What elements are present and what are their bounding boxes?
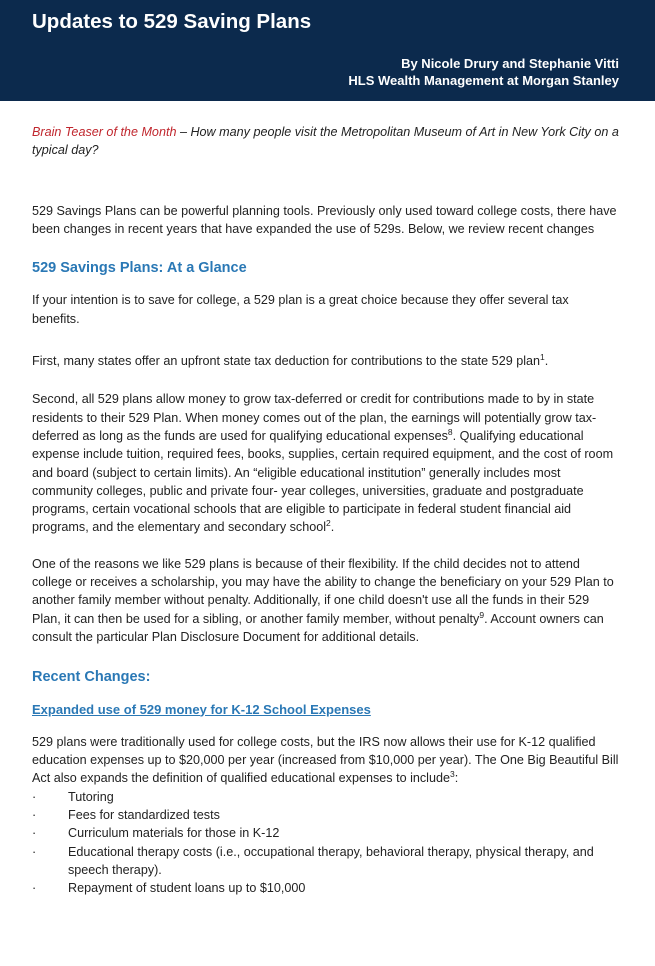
- article-body: [0, 101, 655, 898]
- byline-firm: HLS Wealth Management at Morgan Stanley: [348, 73, 619, 88]
- footnote-ref: 3: [449, 769, 455, 780]
- footnote-ref: 1: [540, 352, 545, 363]
- list-item: [32, 843, 619, 880]
- paragraph-k12-text: 529 plans were traditionally used for college costs, but the IRS now allows their use for K-12 qualified education expenses up to $20,000 per year (increased from $10,000 per year). The One Big Beautiful Bill Act also expands the definition of qualified educational expenses to include: [32, 734, 619, 786]
- paragraph-second-text-b: . Qualifying educational expense include tuition, required fees, books, supplies, certain required equipment, and the cost of room and board (subject to certain limits). An “eligible educational institution” generally includes most community colleges, public and private four- year colleges, universities, graduate and postgraduate programs, certain vocational schools that are eligible to participate in federal student financial aid programs, and the elementary and secondary school: [32, 428, 614, 535]
- footnote-ref: 2: [326, 518, 331, 529]
- bullet-icon: ·: [32, 881, 37, 896]
- list-item-text: Fees for standardized tests: [68, 808, 220, 823]
- subheading-k12-link[interactable]: Expanded use of 529 money for K-12 School Expenses: [32, 701, 371, 717]
- list-item-text: Repayment of student loans up to $10,000: [68, 881, 306, 896]
- paragraph-flexibility-text-b: . Account owners can consult the particular Plan Disclosure Document for additional details.: [32, 611, 604, 644]
- paragraph-flexibility: [32, 555, 619, 646]
- header-banner: [0, 0, 655, 101]
- subheading-k12[interactable]: [32, 701, 619, 719]
- intro-paragraph: 529 Savings Plans can be powerful planning tools. Previously only used toward college costs, there have been changes in recent years that have expanded the use of 529s. Below, we review recent changes: [32, 203, 617, 236]
- punctuation: :: [454, 771, 459, 786]
- section-heading-at-a-glance: 529 Savings Plans: At a Glance: [32, 260, 247, 277]
- paragraph-flexibility-text-a: One of the reasons we like 529 plans is because of their flexibility. If the child decides not to attend college or receives a scholarship, you may have the ability to change the beneficiary on your 529 Plan to another family member without penalty. Additionally, if one child doesn't use all the funds in their 529 Plan, it can then be used for a sibling, or another family member, without penalty: [32, 556, 614, 626]
- expenses-list: [32, 788, 619, 898]
- list-item: [32, 879, 619, 897]
- bullet-icon: ·: [32, 789, 37, 804]
- paragraph-second-text-a: Second, all 529 plans allow money to grow tax-deferred or credit for contributions made to by in state residents to their 529 Plan. When money comes out of the plan, the earnings will potentially grow tax-deferred as long as the funds are used for qualifying educational expenses: [32, 392, 597, 443]
- paragraph-second: [32, 390, 619, 536]
- footnote-ref: 9: [479, 609, 485, 620]
- list-item-text: Tutoring: [68, 789, 114, 804]
- list-item: [32, 806, 619, 824]
- section-heading-recent-changes: Recent Changes:: [32, 669, 151, 686]
- list-item: [32, 824, 619, 842]
- list-item-text: Educational therapy costs (i.e., occupational therapy, behavioral therapy, physical therapy, and speech therapy).: [68, 844, 594, 877]
- footnote-ref: 8: [447, 426, 453, 437]
- brain-teaser-question: – How many people visit the Metropolitan Museum of Art in New York City on a typical day?: [32, 125, 619, 158]
- bullet-icon: ·: [32, 826, 37, 841]
- punctuation: .: [330, 520, 335, 535]
- bullet-icon: ·: [32, 808, 37, 823]
- page-title: Updates to 529 Saving Plans: [32, 10, 312, 33]
- paragraph-k12: [32, 733, 619, 788]
- list-item: [32, 788, 619, 806]
- byline: [348, 55, 619, 89]
- paragraph-intention: If your intention is to save for college, a 529 plan is a great choice because they offer several tax benefits.: [32, 293, 569, 326]
- punctuation: .: [544, 354, 549, 369]
- brain-teaser-lead: Brain Teaser of the Month: [32, 125, 177, 139]
- byline-authors: By Nicole Drury and Stephanie Vitti: [401, 56, 619, 71]
- brain-teaser: [32, 123, 619, 160]
- bullet-icon: ·: [32, 844, 37, 859]
- list-item-text: Curriculum materials for those in K-12: [68, 826, 280, 841]
- paragraph-first-text: First, many states offer an upfront state tax deduction for contributions to the state 529 plan: [32, 354, 541, 369]
- paragraph-first: [32, 352, 619, 370]
